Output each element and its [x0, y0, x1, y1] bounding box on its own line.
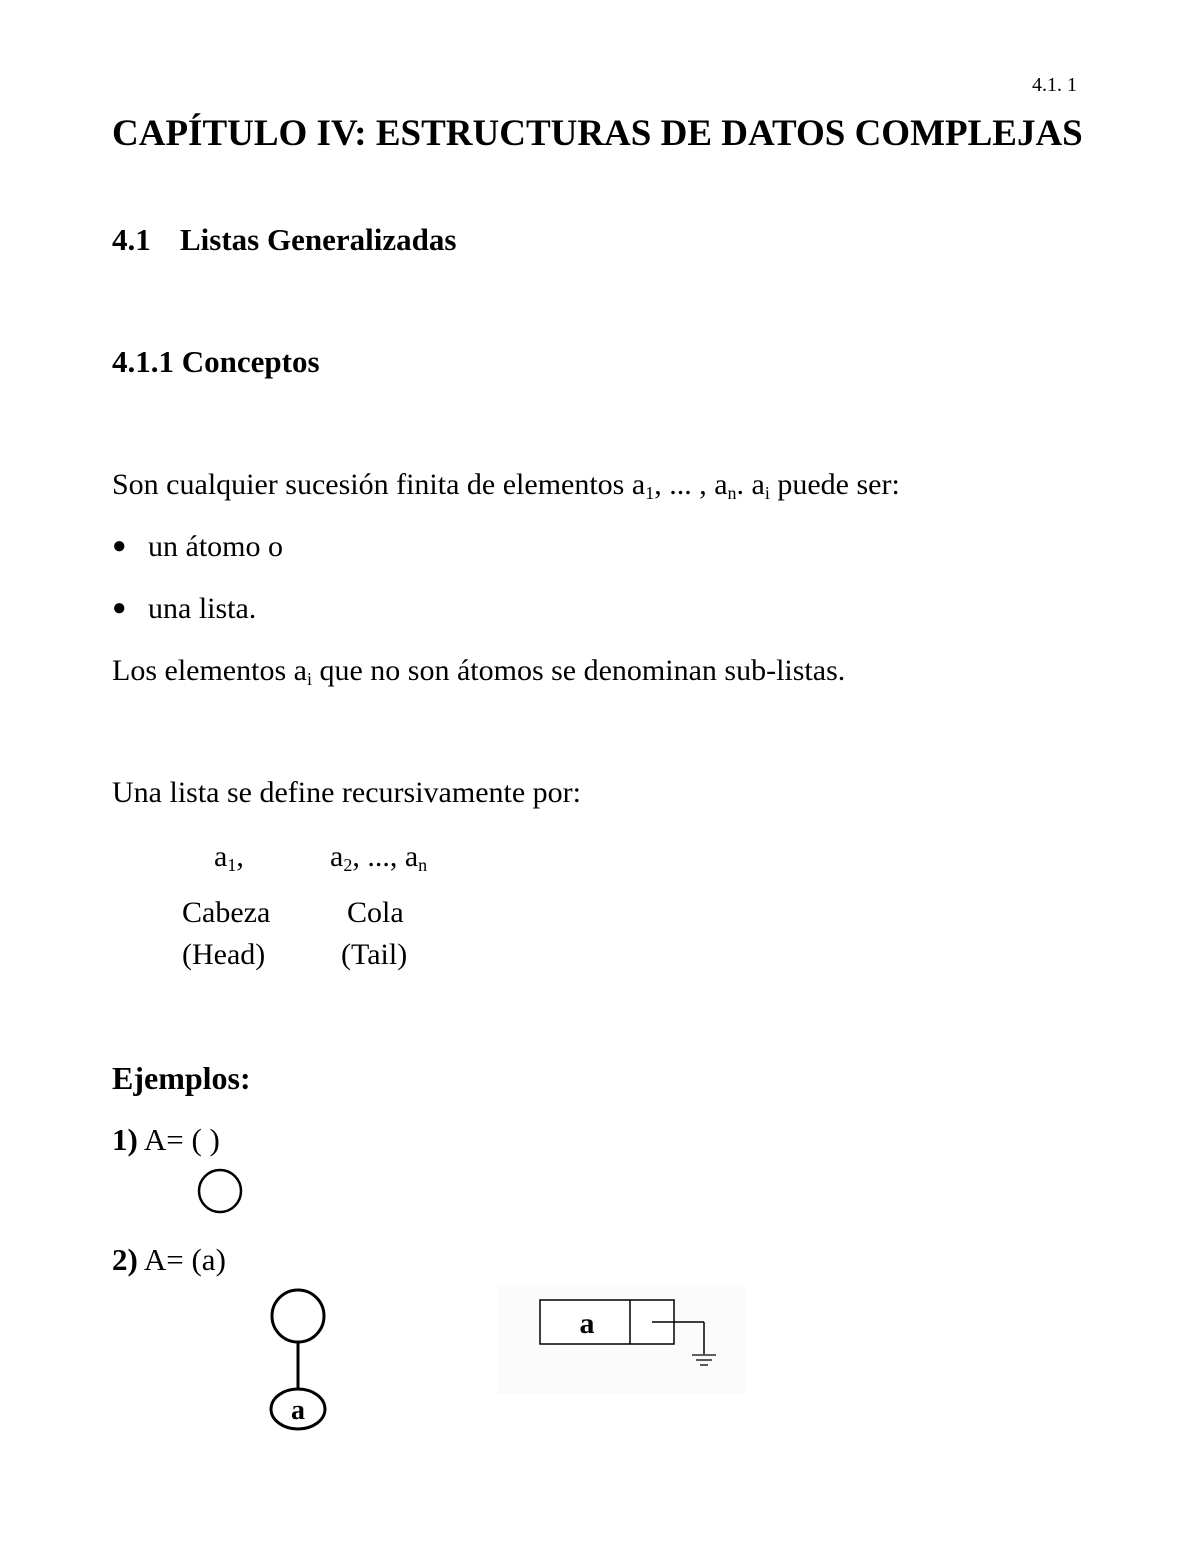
subscript: n — [418, 855, 428, 875]
example-expression: A= (a) — [137, 1242, 226, 1277]
bullet-icon: ● — [112, 533, 127, 559]
section-number: 4.1 — [112, 222, 151, 257]
chapter-title: CAPÍTULO IV: ESTRUCTURAS DE DATOS COMPLEJAS — [112, 113, 1083, 154]
sublists-text: Los elementos a — [112, 654, 307, 687]
tree-diagram — [271, 1290, 325, 1429]
intro-text: , ... , a — [654, 468, 728, 501]
tail-rest: , ..., a — [352, 840, 419, 873]
head-comma: , — [236, 840, 244, 873]
subscript: i — [306, 669, 312, 689]
example-number: 1) — [112, 1122, 138, 1157]
example-number: 2) — [112, 1242, 138, 1277]
bullet-icon: ● — [112, 595, 127, 621]
bullet-text: un átomo o — [148, 530, 283, 563]
empty-list-node — [199, 1170, 241, 1212]
section-title: Listas Generalizadas — [180, 222, 457, 257]
tail-symbol: a — [330, 840, 344, 873]
linked-cell-diagram — [497, 1284, 745, 1394]
tail-label-en: (Tail) — [341, 938, 408, 971]
tail-label-es: Cola — [347, 896, 404, 929]
head-symbol: a — [214, 840, 228, 873]
head-label-en: (Head) — [182, 938, 266, 971]
intro-text: . a — [736, 468, 765, 501]
examples-heading: Ejemplos: — [112, 1060, 251, 1096]
subscript: 2 — [343, 855, 353, 875]
sublists-text: que no son átomos se denominan sub-listas. — [311, 654, 846, 687]
example-expression: A= ( ) — [137, 1122, 220, 1157]
subscript: i — [764, 483, 770, 503]
list-node — [272, 1290, 324, 1342]
subsection-heading: 4.1.1 Conceptos — [112, 344, 320, 379]
page-number: 4.1. 1 — [1032, 74, 1077, 96]
bullet-text: una lista. — [148, 592, 257, 625]
subscript: 1 — [645, 483, 655, 503]
cell-label: a — [579, 1307, 595, 1340]
recursive-definition: Una lista se define recursivamente por: — [112, 776, 581, 809]
head-label-es: Cabeza — [182, 896, 271, 929]
subscript: n — [727, 483, 737, 503]
intro-text: puede ser: — [769, 468, 900, 501]
subscript: 1 — [227, 855, 237, 875]
intro-text: Son cualquier sucesión finita de elementos a — [112, 468, 646, 501]
atom-node-label: a — [291, 1395, 305, 1426]
